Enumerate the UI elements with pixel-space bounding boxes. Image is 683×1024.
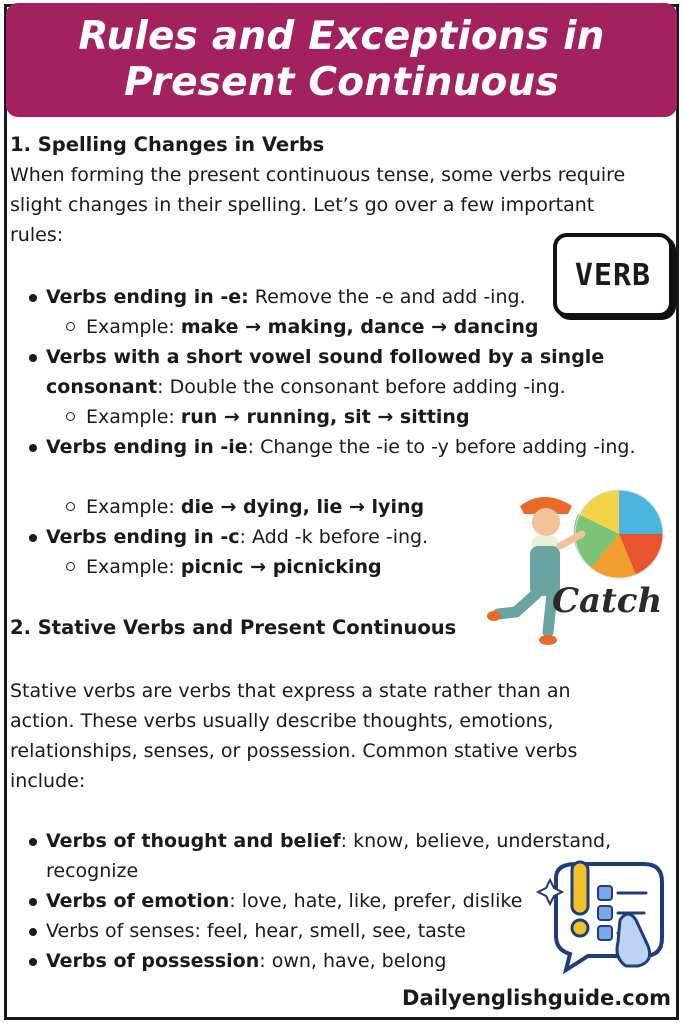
stative-text: : own, have, belong xyxy=(259,950,447,972)
example-text: die → dying, lie → lying xyxy=(180,496,425,518)
exclamation-icon xyxy=(572,862,588,936)
example-prefix: Example: xyxy=(86,316,181,338)
verb-sign-illustration xyxy=(553,233,673,317)
rule-label: Verbs with a short vowel sound followed by a single consonant xyxy=(46,346,605,398)
section1-intro: When forming the present continuous tense, some verbs require slight changes in their spelling. Let’s go over a few important rules: xyxy=(10,164,626,246)
example-prefix: Example: xyxy=(86,496,181,518)
rule-text: Remove the -e and add -ing. xyxy=(248,286,526,308)
rule-label: Verbs ending in -c xyxy=(46,526,240,548)
rule-text: : Change the -ie to -y before adding -ing. xyxy=(247,436,636,458)
example-text: make → making, dance → dancing xyxy=(180,316,539,338)
page-title: Rules and Exceptions in Present Continuous xyxy=(78,14,605,105)
child-icon xyxy=(487,497,582,645)
example-prefix: Example: xyxy=(86,406,181,428)
footer-site-name: Dailyenglishguide.com xyxy=(402,986,671,1010)
stative-item xyxy=(26,886,546,916)
section2-heading: 2. Stative Verbs and Present Continuous xyxy=(10,616,457,639)
title-banner xyxy=(6,3,677,117)
beach-ball-icon xyxy=(574,490,663,578)
example-text: run → running, sit → sitting xyxy=(180,406,470,428)
section2-intro: Stative verbs are verbs that express a state rather than an action. These verbs usually describe thoughts, emotions, relationships, senses, or possession. Common stative verbs include: xyxy=(10,680,578,792)
stative-label: Verbs of thought and belief xyxy=(46,830,341,852)
catch-illustration xyxy=(486,484,668,654)
catch-label: Catch xyxy=(552,581,663,621)
example-prefix: Example: xyxy=(86,556,181,578)
rule-example xyxy=(64,402,624,432)
verb-sign-text: VERB xyxy=(574,257,652,293)
rule-text: : Add -k before -ing. xyxy=(239,526,429,548)
stative-label: Verbs of emotion xyxy=(46,890,230,912)
section1-heading: 1. Spelling Changes in Verbs xyxy=(10,133,325,156)
rule-item xyxy=(26,342,636,402)
example-text: picnic → picnicking xyxy=(180,556,382,578)
rule-label: Verbs ending in -ie xyxy=(46,436,248,458)
rule-item xyxy=(26,432,636,462)
chat-bubble-illustration xyxy=(536,858,670,974)
stative-item xyxy=(26,946,546,976)
stative-text: : love, hate, like, prefer, dislike xyxy=(229,890,523,912)
rule-item xyxy=(26,282,546,312)
rule-example xyxy=(64,312,624,342)
rule-label: Verbs ending in -e: xyxy=(46,286,249,308)
rule-example xyxy=(64,552,484,582)
stative-text: : know, believe, understand, recognize xyxy=(46,830,612,882)
stative-label: Verbs of possession xyxy=(46,950,260,972)
rule-item xyxy=(26,522,466,552)
stative-text: Verbs of senses: feel, hear, smell, see, taste xyxy=(46,920,466,942)
rule-text: : Double the consonant before adding -ing. xyxy=(157,376,566,398)
stative-item xyxy=(26,916,546,946)
